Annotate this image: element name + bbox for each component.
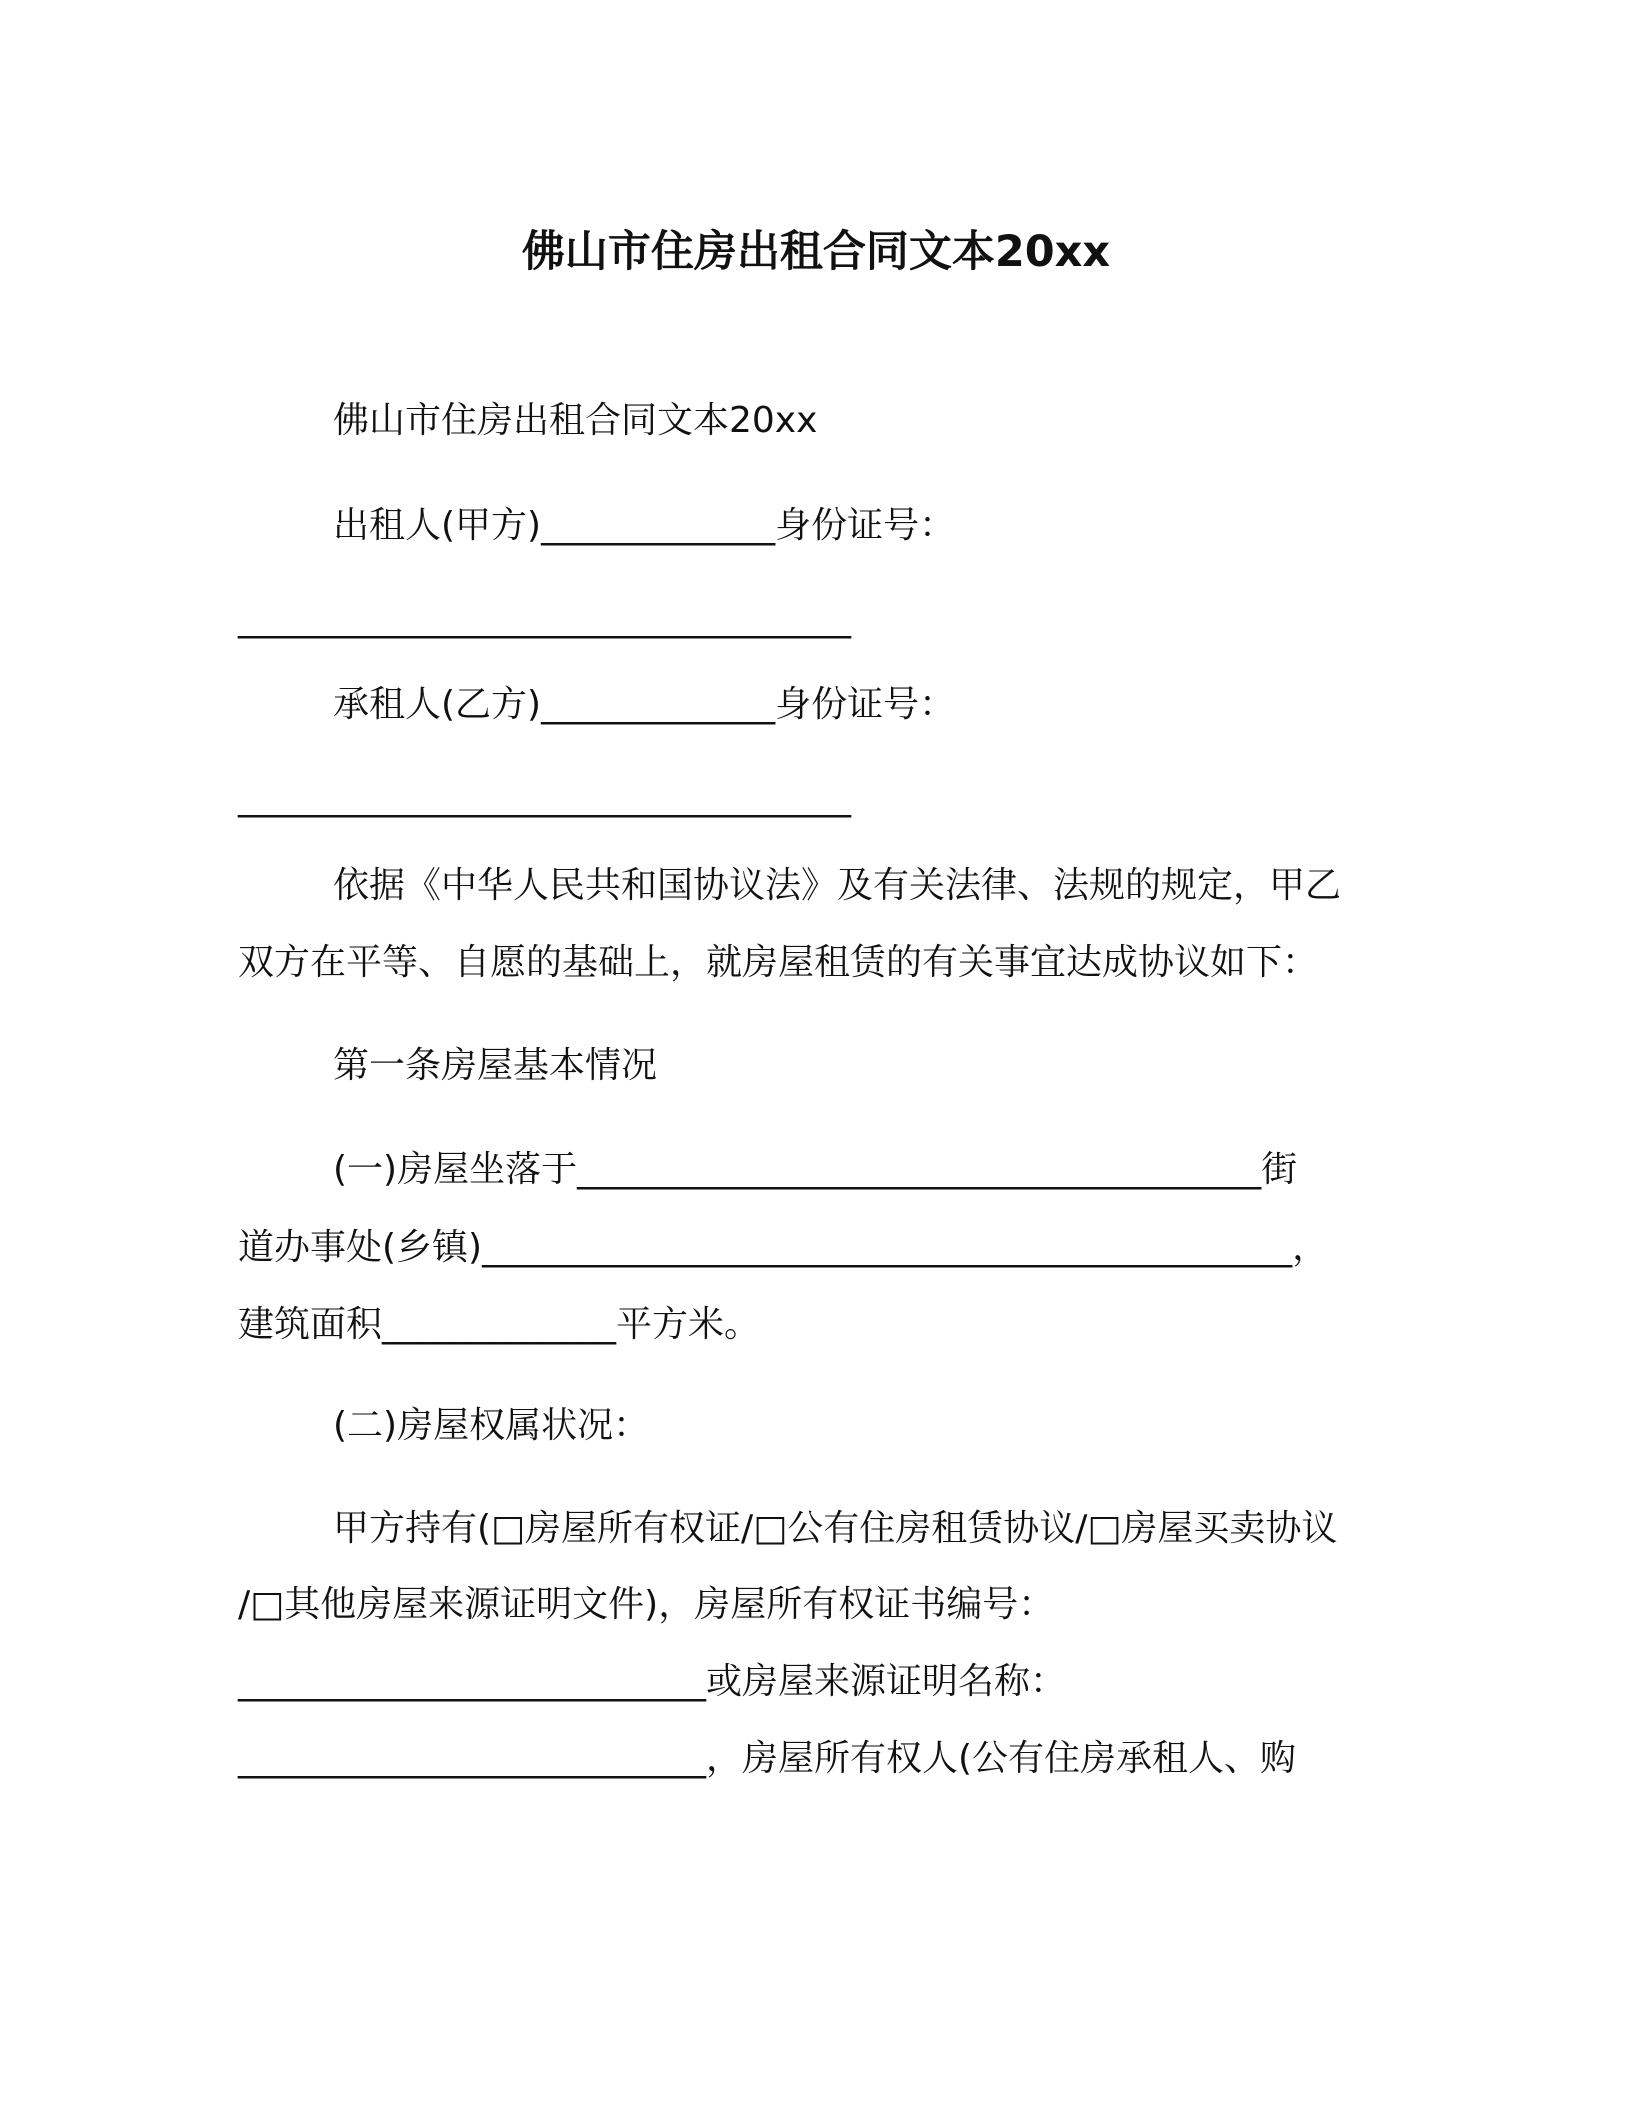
ownership-line-3: __________________________或房屋来源证明名称： <box>238 1661 1067 1702</box>
ownership-heading: (二)房屋权属状况： <box>333 1405 650 1446</box>
ownership-line-1: 甲方持有(□房屋所有权证/□公有住房租赁协议/□房屋买卖协议 <box>333 1508 1338 1549</box>
area-line: 建筑面积_____________平方米。 <box>238 1304 761 1345</box>
document-title: 佛山市住房出租合同文本20xx <box>521 227 1111 277</box>
lessee-id-blank: ____________________________________ <box>238 777 850 818</box>
lessor-id-blank: ____________________________________ <box>238 598 850 639</box>
location-line-1: (一)房屋坐落于______________________________________街 <box>333 1149 1298 1190</box>
subtitle-line: 佛山市住房出租合同文本20xx <box>333 400 818 441</box>
location-line-2: 道办事处(乡镇)_____________________________________________， <box>238 1227 1329 1268</box>
lessee-line: 承租人(乙方)_____________身份证号： <box>333 684 956 725</box>
ownership-line-2: /□其他房屋来源证明文件)，房屋所有权证书编号： <box>238 1584 1055 1625</box>
article-one-heading: 第一条房屋基本情况 <box>333 1045 658 1086</box>
preamble-line-1: 依据《中华人民共和国协议法》及有关法律、法规的规定，甲乙 <box>333 865 1342 906</box>
lessor-line: 出租人(甲方)_____________身份证号： <box>333 505 956 546</box>
preamble-line-2: 双方在平等、自愿的基础上，就房屋租赁的有关事宜达成协议如下： <box>238 942 1319 983</box>
ownership-line-4: __________________________，房屋所有权人(公有住房承租人、购 <box>238 1738 1297 1779</box>
